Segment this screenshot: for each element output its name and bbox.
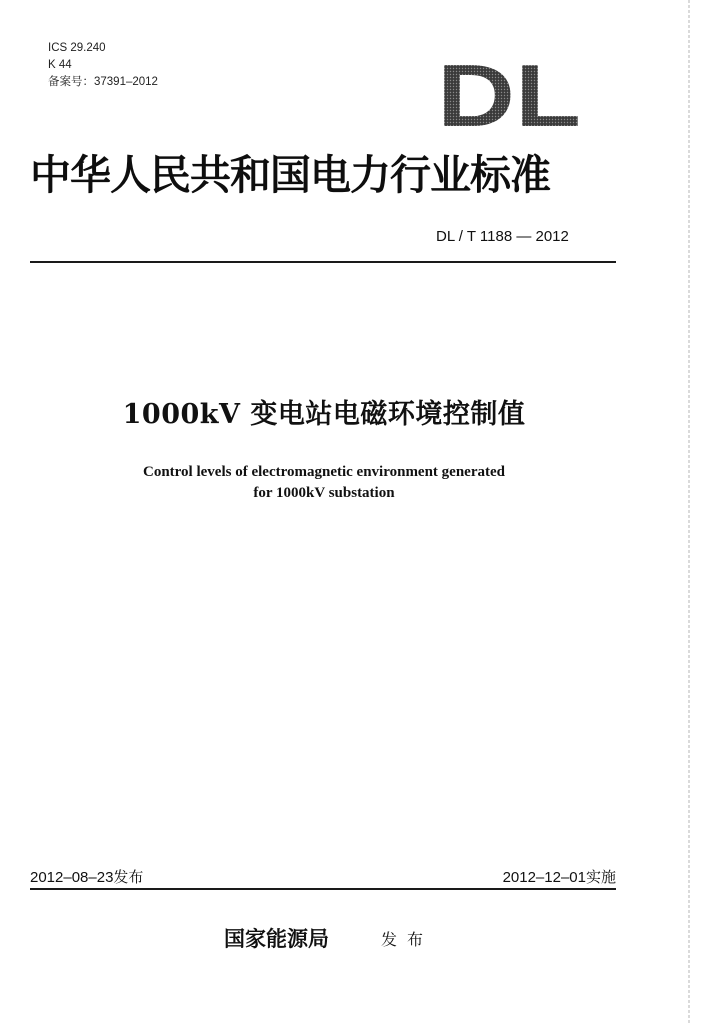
english-title-line-1: Control levels of electromagnetic environment generated	[143, 464, 505, 480]
issue-date: 2012–08–23发布	[30, 869, 144, 886]
ccs-code: K 44	[48, 59, 72, 71]
publisher-name: 国家能源局	[224, 926, 329, 951]
document-title-chinese: 1000kV 变电站电磁环境控制值	[122, 399, 526, 430]
publish-label: 发布	[381, 930, 434, 949]
classification-block	[48, 40, 158, 91]
scan-edge-line	[683, 0, 695, 1024]
top-divider	[30, 261, 616, 263]
record-number: 备案号：37391–2012	[48, 76, 158, 88]
implementation-date: 2012–12–01实施	[502, 869, 616, 886]
dl-logo	[437, 58, 583, 134]
ics-code: ICS 29.240	[48, 42, 106, 54]
document-title-english	[0, 462, 648, 504]
bottom-divider	[30, 888, 616, 890]
series-title: 中华人民共和国电力行业标准	[30, 151, 550, 199]
english-title-line-2: for 1000kV substation	[253, 485, 395, 501]
dl-logo-text: DL	[437, 58, 581, 134]
standard-number: DL / T 1188 — 2012	[436, 228, 569, 245]
